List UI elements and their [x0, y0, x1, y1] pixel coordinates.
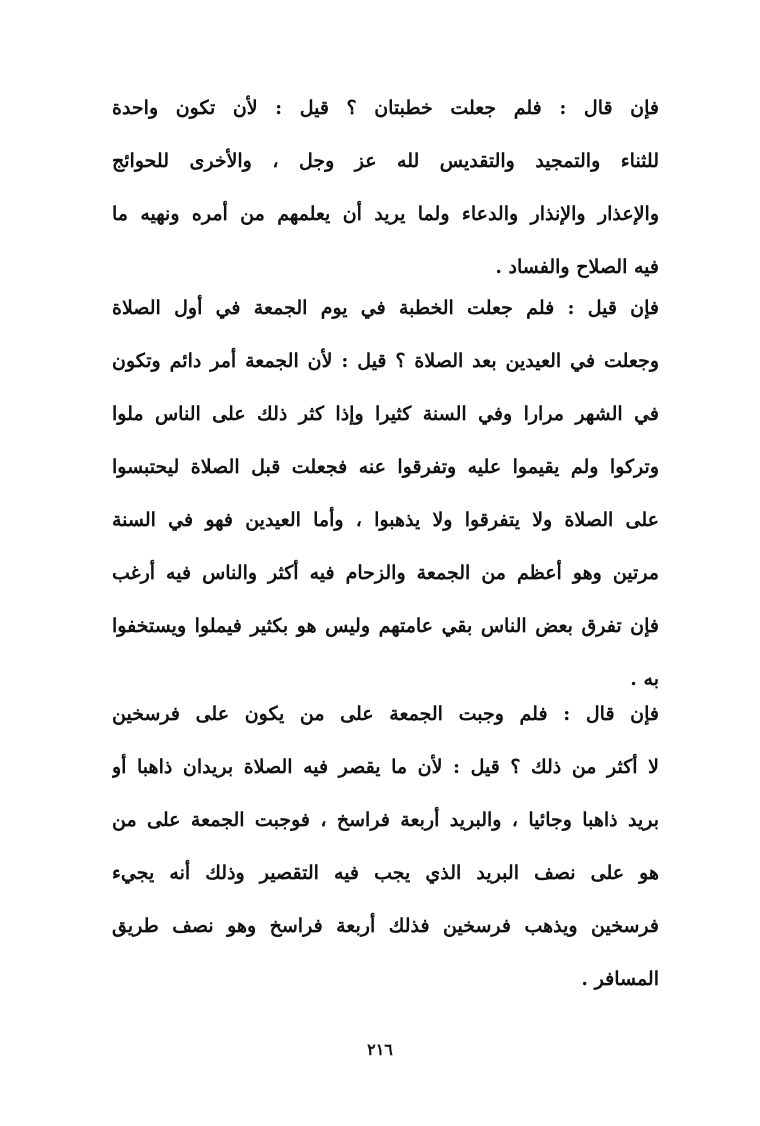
text-line: فإن قال : فلم وجبت الجمعة على من يكون على فرسخين	[112, 703, 659, 725]
text-line: بريد ذاهبا وجائيا ، والبريد أربعة فراسخ ، فوجبت الجمعة على من	[112, 809, 659, 831]
text-line: المسافر .	[581, 968, 659, 990]
text-line: وجعلت في العيدين بعد الصلاة ؟ قيل : لأن الجمعة أمر دائم وتكون	[112, 350, 659, 372]
text-line: هو على نصف البريد الذي يجب فيه التقصير وذلك أنه يجيء	[112, 862, 659, 884]
text-line: به .	[630, 668, 659, 690]
text-line: للثناء والتمجيد والتقديس لله عز وجل ، والأخرى للحوائج	[112, 150, 659, 172]
paragraph-3	[112, 688, 659, 1006]
text-line: في الشهر مرارا وفي السنة كثيرا وإذا كثر ذلك على الناس ملوا	[112, 403, 659, 425]
paragraph-1	[112, 82, 659, 294]
text-line: فيه الصلاح والفساد .	[495, 256, 659, 278]
text-line: مرتين وهو أعظم من الجمعة والزحام فيه أكثر والناس فيه أرغب	[112, 562, 659, 584]
text-line: فرسخين ويذهب فرسخين فذلك أربعة فراسخ وهو نصف طريق	[112, 915, 659, 937]
text-line: وتركوا ولم يقيموا عليه وتفرقوا عنه فجعلت قبل الصلاة ليحتبسوا	[112, 456, 659, 478]
text-line: فإن قال : فلم جعلت خطبتان ؟ قيل : لأن تكون واحدة	[112, 97, 659, 119]
text-line: على الصلاة ولا يتفرقوا ولا يذهبوا ، وأما العيدين فهو في السنة	[112, 509, 659, 531]
text-line: والإعذار والإنذار والدعاء ولما يريد أن يعلمهم من أمره ونهيه ما	[112, 203, 659, 225]
text-line: لا أكثر من ذلك ؟ قيل : لأن ما يقصر فيه الصلاة بريدان ذاهبا أو	[112, 756, 659, 778]
page-number: ٢١٦	[367, 1040, 393, 1059]
text-line: فإن تفرق بعض الناس بقي عامتهم وليس هو بكثير فيملوا ويستخفوا	[112, 615, 659, 637]
paragraph-2	[112, 282, 659, 706]
text-line: فإن قيل : فلم جعلت الخطبة في يوم الجمعة في أول الصلاة	[112, 297, 659, 319]
